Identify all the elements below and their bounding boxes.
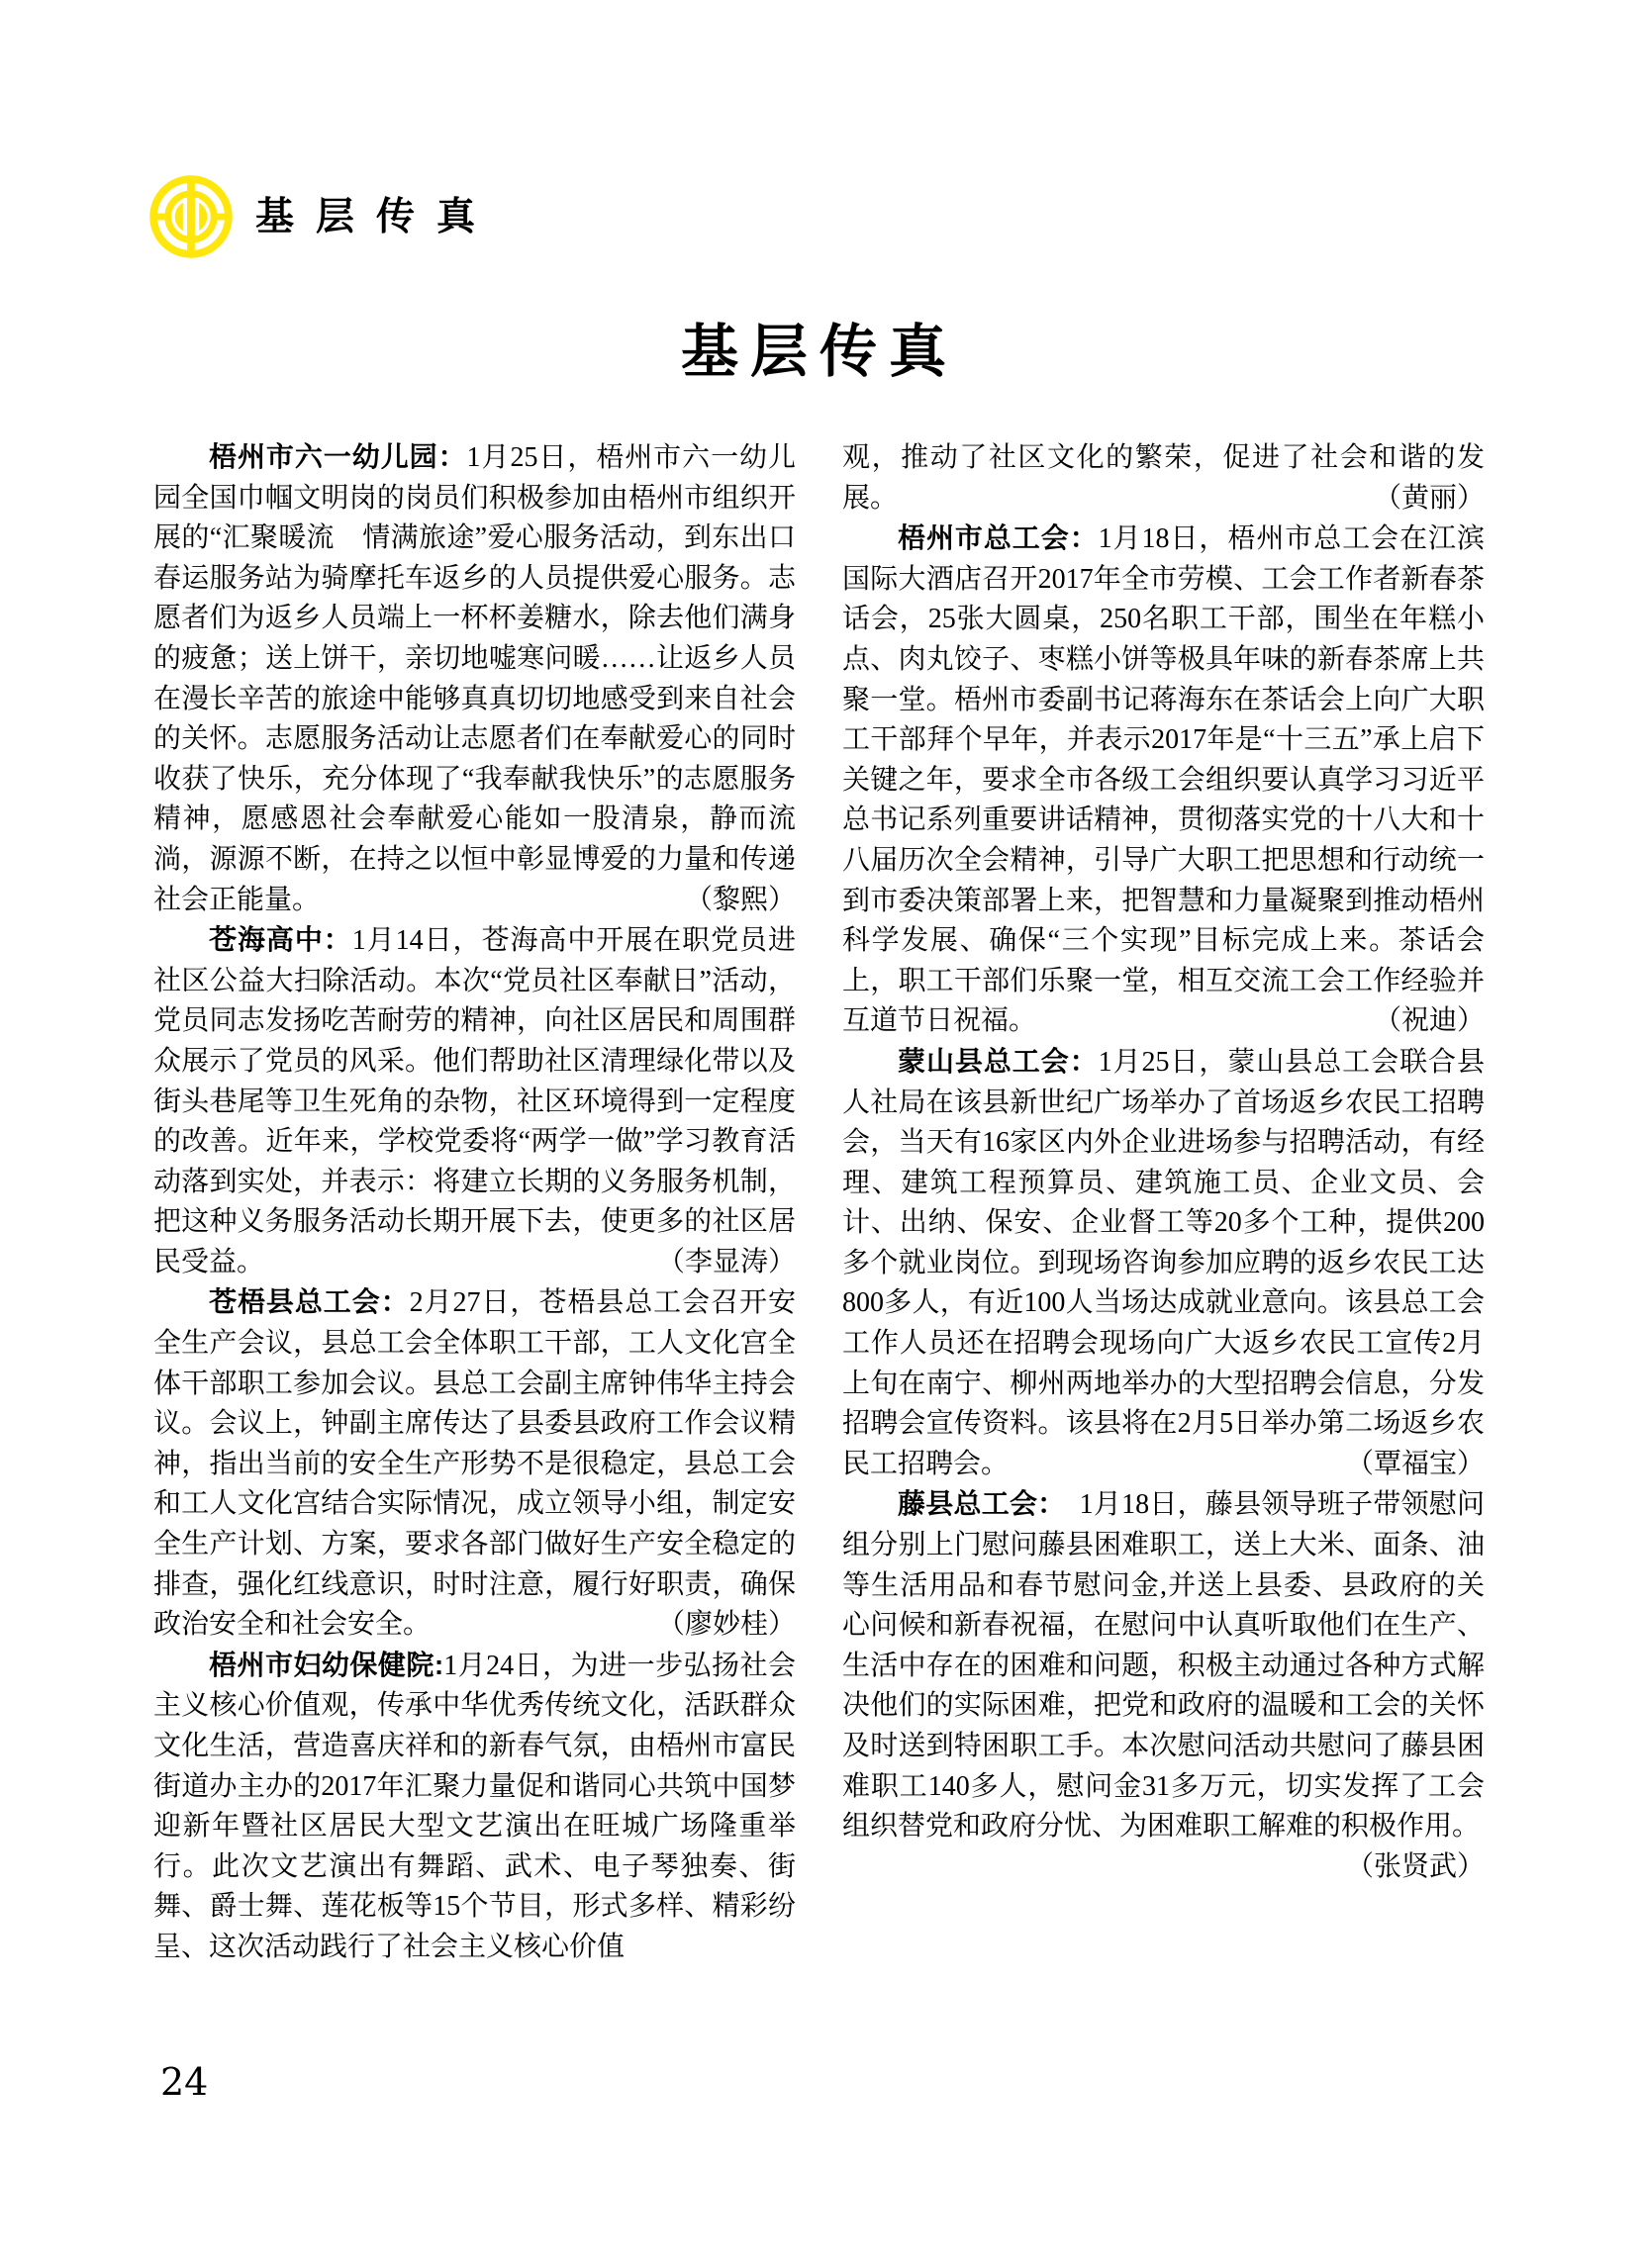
union-logo-icon <box>148 174 234 259</box>
news-item-tengxian-union <box>842 1484 1485 1887</box>
byline: （廖妙桂） <box>656 1609 796 1641</box>
page-title: 基层传真 <box>680 320 958 384</box>
news-item-wuzhou-union <box>842 519 1485 1042</box>
news-text: 观，推动了社区文化的繁荣，促进了社会和谐的发展。 <box>842 442 1485 514</box>
left-column <box>153 437 796 1968</box>
news-text: 1月18日，藤县领导班子带领慰问组分别上门慰问藤县困难职工，送上大米、面条、油等生活用品和春节慰问金,并送上县委、县政府的关心问候和新春祝福，在慰问中认真听取他们在生产、生活中存在的困难和问题，积极主动通过各种方式解决他们的实际困难，把党和政府的温暖和工会的关怀及时送到特困职工手。本次慰问活动共慰问了藤县困难职工140多人，慰问金31多万元，切实发挥了工会组织替党和政府分忧、为困难职工解难的积极作用。 <box>842 1489 1485 1843</box>
org-name-lead: 苍海高中： <box>209 924 352 956</box>
news-item-mengshan-union <box>842 1042 1485 1485</box>
news-text: 1月25日，梧州市六一幼儿园全国巾帼文明岗的岗员们积极参加由梧州市组织开展的“汇聚暖流 情满旅途”爱心服务活动，到东出口春运服务站为骑摩托车返乡的人员提供爱心服务。志愿者们为返乡人员端上一杯杯姜糖水，除去他们满身的疲惫；送上饼干，亲切地嘘寒问暖……让返乡人员在漫长辛苦的旅途中能够真真切切地感受到来自社会的关怀。志愿服务活动让志愿者们在奉献爱心的同时收获了快乐，充分体现了“我奉献我快乐”的志愿服务精神，愿感恩社会奉献爱心能如一股清泉，静而流淌，源源不断，在持之以恒中彰显博爱的力量和传递社会正能量。 <box>153 442 796 915</box>
byline: （黄丽） <box>1373 482 1485 514</box>
byline: （李显涛） <box>656 1246 796 1277</box>
news-text: 1月18日，梧州市总工会在江滨国际大酒店召开2017年全市劳模、工会工作者新春茶话会，25张大圆桌，250名职工干部，围坐在年糕小点、肉丸饺子、枣糕小饼等极具年味的新春茶席上共聚一堂。梧州市委副书记蒋海东在茶话会上向广大职工干部拜个早年，并表示2017年是“十三五”承上启下关键之年，要求全市各级工会组织要认真学习习近平总书记系列重要讲话精神，贯彻落实党的十八大和十八届历次全会精神，引导广大职工把思想和行动统一到市委决策部署上来，把智慧和力量凝聚到推动梧州科学发展、确保“三个实现”目标完成上来。茶话会上，职工干部们乐聚一堂，相互交流工会工作经验并互道节日祝福。 <box>842 523 1485 1037</box>
news-item-canghai-highschool <box>153 920 796 1282</box>
page-header <box>0 0 1639 297</box>
page-number: 24 <box>160 2060 209 2104</box>
org-name-lead: 苍梧县总工会： <box>209 1286 410 1318</box>
news-item-maternity-hospital <box>153 1646 796 1968</box>
news-text: 2月27日，苍梧县总工会召开安全生产会议，县总工会全体职工干部，工人文化宫全体干部职工参加会议。县总工会副主席钟伟华主持会议。会议上，钟副主席传达了县委县政府工作会议精神，指出当前的安全生产形势不是很稳定，县总工会和工人文化宫结合实际情况，成立领导小组，制定安全生产计划、方案，要求各部门做好生产安全稳定的排查，强化红线意识，时时注意，履行好职责，确保政治安全和社会安全。 <box>153 1287 796 1641</box>
news-item-cangwu-union <box>153 1282 796 1645</box>
article-columns <box>153 437 1485 1968</box>
org-name-lead: 藤县总工会： <box>898 1488 1052 1520</box>
byline: （黎熙） <box>684 884 796 915</box>
byline: （张贤武） <box>1345 1850 1485 1882</box>
byline: （覃福宝） <box>1345 1448 1485 1479</box>
news-text: 1月14日，苍海高中开展在职党员进社区公益大扫除活动。本次“党员社区奉献日”活动，党员同志发扬吃苦耐劳的精神，向社区居民和周围群众展示了党员的风采。他们帮助社区清理绿化带以及街头巷尾等卫生死角的杂物，社区环境得到一定程度的改善。近年来，学校党委将“两学一做”学习教育活动落到实处，并表示：将建立长期的义务服务机制，把这种义务服务活动长期开展下去，使更多的社区居民受益。 <box>153 925 796 1277</box>
news-item-continuation <box>842 437 1485 519</box>
news-item-wuzhou-kindergarten <box>153 437 796 920</box>
org-name-lead: 梧州市妇幼保健院: <box>209 1649 444 1680</box>
news-text: 1月24日，为进一步弘扬社会主义核心价值观，传承中华优秀传统文化，活跃群众文化生活，营造喜庆祥和的新春气氛，由梧州市富民街道办主办的2017年汇聚力量促和谐同心共筑中国梦迎新年暨社区居民大型文艺演出在旺城广场隆重举行。此次文艺演出有舞蹈、武术、电子琴独奏、街舞、爵士舞、莲花板等15个节目，形式多样、精彩纷呈、这次活动践行了社会主义核心价值 <box>153 1650 796 1962</box>
org-name-lead: 蒙山县总工会： <box>898 1045 1099 1077</box>
right-column <box>842 437 1485 1968</box>
byline: （祝迪） <box>1373 1005 1485 1037</box>
header-banner-title: 基层传真 <box>255 196 498 238</box>
news-text: 1月25日，蒙山县总工会联合县人社局在该县新世纪广场举办了首场返乡农民工招聘会，当天有16家区内外企业进场参与招聘活动，有经理、建筑工程预算员、建筑施工员、企业文员、会计、出纳、保安、企业督工等20多个工种，提供200多个就业岗位。到现场咨询参加应聘的返乡农民工达800多人，有近100人当场达成就业意向。该县总工会工作人员还在招聘会现场向广大返乡农民工宣传2月上旬在南宁、柳州两地举办的大型招聘会信息，分发招聘会宣传资料。该县将在2月5日举办第二场返乡农民工招聘会。 <box>842 1046 1485 1479</box>
org-name-lead: 梧州市总工会： <box>898 522 1099 554</box>
org-name-lead: 梧州市六一幼儿园： <box>209 441 467 472</box>
